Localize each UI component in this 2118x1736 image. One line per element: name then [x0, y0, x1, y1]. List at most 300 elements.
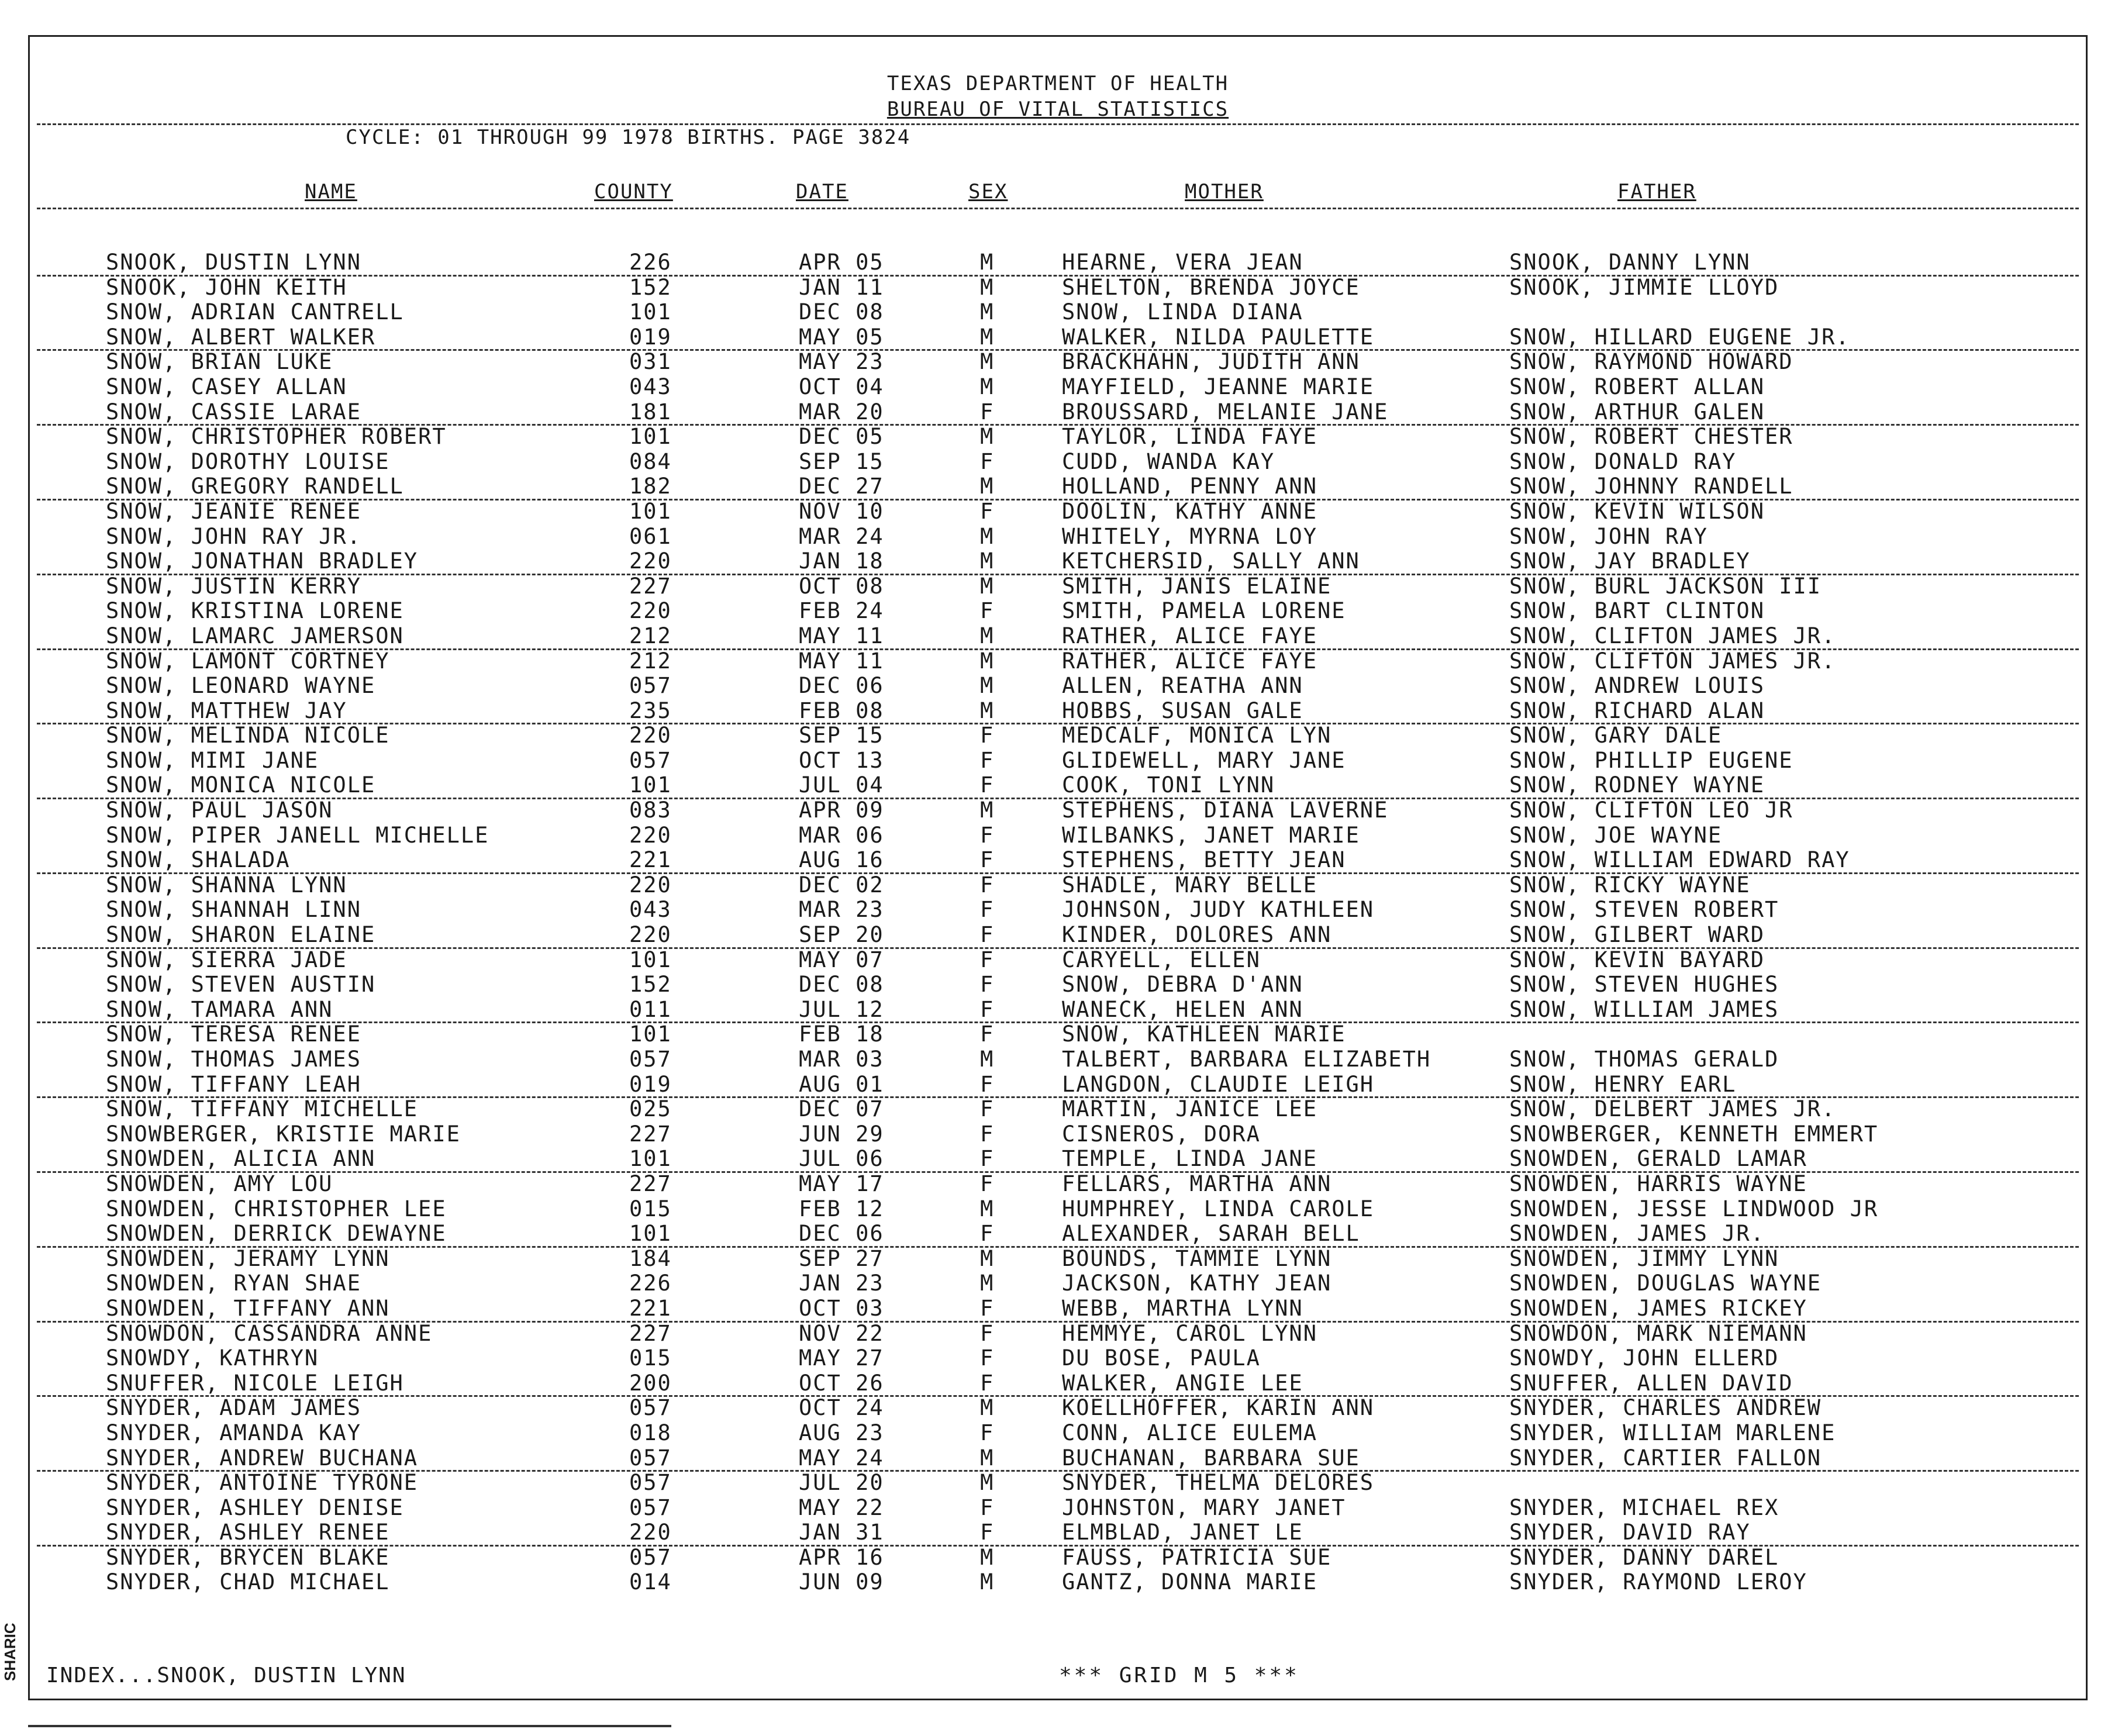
record-row — [30, 275, 2086, 301]
record-mother: CARYELL, ELLEN — [1062, 947, 1261, 972]
record-date: MAY 23 — [799, 349, 884, 375]
record-name: SNOW, SHALADA — [106, 847, 291, 873]
record-county: 226 — [629, 1271, 672, 1296]
record-sex: M — [980, 299, 995, 325]
record-father: SNYDER, DAVID RAY — [1509, 1520, 1751, 1545]
record-name: SNOW, KRISTINA LORENE — [106, 598, 404, 624]
record-county: 227 — [629, 573, 672, 599]
record-date: JUN 29 — [799, 1121, 884, 1147]
record-mother: SNYDER, THELMA DELORES — [1062, 1470, 1375, 1496]
record-row — [30, 649, 2086, 674]
record-county: 235 — [629, 698, 672, 723]
record-county: 101 — [629, 1146, 672, 1172]
record-county: 031 — [629, 349, 672, 375]
record-name: SNOW, MELINDA NICOLE — [106, 723, 390, 748]
record-father: SNOW, BURL JACKSON III — [1509, 573, 1822, 599]
record-county: 101 — [629, 424, 672, 450]
record-mother: WALKER, ANGIE LEE — [1062, 1370, 1303, 1396]
record-mother: WEBB, MARTHA LYNN — [1062, 1295, 1303, 1321]
record-row — [30, 300, 2086, 325]
record-name: SNOW, MONICA NICOLE — [106, 772, 376, 798]
record-father: SNOW, PHILLIP EUGENE — [1509, 747, 1793, 773]
record-father: SNOW, KEVIN WILSON — [1509, 498, 1765, 524]
record-date: NOV 10 — [799, 498, 884, 524]
record-county: 019 — [629, 324, 672, 350]
record-county: 221 — [629, 847, 672, 873]
record-name: SNOW, SIERRA JADE — [106, 947, 347, 972]
index-footer: INDEX...SNOOK, DUSTIN LYNN — [46, 1663, 406, 1687]
record-sex: M — [980, 798, 995, 823]
record-sex: M — [980, 1395, 995, 1421]
record-sex: F — [980, 1096, 995, 1122]
record-row — [30, 998, 2086, 1023]
record-name: SNYDER, CHAD MICHAEL — [106, 1569, 390, 1595]
record-date: JAN 31 — [799, 1520, 884, 1545]
record-mother: KOELLHOFFER, KARIN ANN — [1062, 1395, 1375, 1421]
agency-title: TEXAS DEPARTMENT OF HEALTH — [886, 72, 1229, 95]
record-mother: JOHNSTON, MARY JANET — [1062, 1495, 1346, 1520]
record-father: SNUFFER, ALLEN DAVID — [1509, 1370, 1793, 1396]
record-mother: STEPHENS, BETTY JEAN — [1062, 847, 1346, 873]
record-name: SNOW, TIFFANY LEAH — [106, 1071, 361, 1097]
record-date: JUL 06 — [799, 1146, 884, 1172]
record-mother: GANTZ, DONNA MARIE — [1062, 1569, 1317, 1595]
record-date: MAY 24 — [799, 1445, 884, 1471]
record-sex: M — [980, 523, 995, 549]
record-mother: GLIDEWELL, MARY JANE — [1062, 747, 1346, 773]
record-name: SNOWDEN, AMY LOU — [106, 1171, 333, 1196]
record-county: 226 — [629, 250, 672, 275]
record-father: SNOW, RODNEY WAYNE — [1509, 772, 1765, 798]
record-county: 043 — [629, 374, 672, 399]
record-sex: F — [980, 747, 995, 773]
record-name: SNOWDEN, RYAN SHAE — [106, 1271, 361, 1296]
record-date: DEC 08 — [799, 299, 884, 325]
record-row — [30, 1221, 2086, 1247]
record-mother: BRACKHAHN, JUDITH ANN — [1062, 349, 1360, 375]
record-mother: KINDER, DOLORES ANN — [1062, 922, 1332, 948]
record-father: SNOW, CLIFTON LEO JR — [1509, 798, 1793, 823]
record-row — [30, 1471, 2086, 1496]
record-mother: DOOLIN, KATHY ANNE — [1062, 498, 1317, 524]
record-county: 181 — [629, 399, 672, 424]
record-date: SEP 27 — [799, 1245, 884, 1271]
record-county: 220 — [629, 922, 672, 948]
record-father: SNOW, RAYMOND HOWARD — [1509, 349, 1793, 375]
record-sex: F — [980, 872, 995, 898]
record-row — [30, 1172, 2086, 1197]
record-sex: M — [980, 548, 995, 574]
record-mother: JOHNSON, JUDY KATHLEEN — [1062, 897, 1375, 923]
record-county: 152 — [629, 972, 672, 998]
record-sex: F — [980, 922, 995, 948]
record-county: 057 — [629, 1445, 672, 1471]
record-name: SNOW, JEANIE RENEE — [106, 498, 361, 524]
record-row — [30, 1296, 2086, 1321]
record-mother: ELMBLAD, JANET LE — [1062, 1520, 1303, 1545]
record-county: 220 — [629, 1520, 672, 1545]
record-mother: SNOW, LINDA DIANA — [1062, 299, 1303, 325]
record-sex: F — [980, 1420, 995, 1445]
document-frame — [28, 35, 2088, 1700]
record-county: 057 — [629, 1495, 672, 1520]
record-county: 057 — [629, 1395, 672, 1421]
record-date: MAY 11 — [799, 648, 884, 674]
record-date: FEB 24 — [799, 598, 884, 624]
record-county: 011 — [629, 996, 672, 1022]
record-name: SNOW, LAMONT CORTNEY — [106, 648, 390, 674]
record-date: APR 05 — [799, 250, 884, 275]
record-name: SNYDER, ASHLEY DENISE — [106, 1495, 404, 1520]
record-row — [30, 1271, 2086, 1296]
record-father: SNOW, CLIFTON JAMES JR. — [1509, 648, 1836, 674]
record-date: DEC 07 — [799, 1096, 884, 1122]
record-father: SNOW, THOMAS GERALD — [1509, 1047, 1779, 1072]
record-row — [30, 250, 2086, 275]
record-mother: HOBBS, SUSAN GALE — [1062, 698, 1303, 723]
record-mother: BUCHANAN, BARBARA SUE — [1062, 1445, 1360, 1471]
record-name: SNOW, DOROTHY LOUISE — [106, 448, 390, 474]
record-sex: F — [980, 723, 995, 748]
record-mother: CUDD, WANDA KAY — [1062, 448, 1275, 474]
record-date: MAY 27 — [799, 1345, 884, 1371]
record-mother: BOUNDS, TAMMIE LYNN — [1062, 1245, 1332, 1271]
record-row — [30, 898, 2086, 923]
record-county: 220 — [629, 548, 672, 574]
record-sex: M — [980, 274, 995, 300]
record-name: SNYDER, ANTOINE TYRONE — [106, 1470, 419, 1496]
record-father: SNOWDEN, JIMMY LYNN — [1509, 1245, 1779, 1271]
record-name: SNOW, ADRIAN CANTRELL — [106, 299, 404, 325]
record-mother: CISNEROS, DORA — [1062, 1121, 1261, 1147]
record-row — [30, 1545, 2086, 1571]
record-mother: STEPHENS, DIANA LAVERNE — [1062, 798, 1389, 823]
record-row — [30, 574, 2086, 599]
record-name: SNOW, CASSIE LARAE — [106, 399, 361, 424]
record-row — [30, 748, 2086, 774]
record-mother: RATHER, ALICE FAYE — [1062, 648, 1317, 674]
record-county: 212 — [629, 623, 672, 648]
record-date: MAY 05 — [799, 324, 884, 350]
record-name: SNOWDEN, DERRICK DEWAYNE — [106, 1221, 447, 1247]
bureau-title: BUREAU OF VITAL STATISTICS — [886, 98, 1229, 121]
record-row — [30, 1346, 2086, 1371]
record-date: DEC 05 — [799, 424, 884, 450]
record-name: SNOW, CASEY ALLAN — [106, 374, 347, 399]
record-name: SNOW, THOMAS JAMES — [106, 1047, 361, 1072]
record-county: 015 — [629, 1196, 672, 1221]
record-name: SNOW, ALBERT WALKER — [106, 324, 376, 350]
record-mother: LANGDON, CLAUDIE LEIGH — [1062, 1071, 1375, 1097]
record-county: 057 — [629, 673, 672, 699]
record-county: 152 — [629, 274, 672, 300]
record-county: 101 — [629, 772, 672, 798]
column-header-divider — [37, 208, 2079, 209]
record-father: SNOW, KEVIN BAYARD — [1509, 947, 1765, 972]
record-date: OCT 08 — [799, 573, 884, 599]
record-row — [30, 474, 2086, 499]
record-father: SNOW, ARTHUR GALEN — [1509, 399, 1765, 424]
record-date: JAN 11 — [799, 274, 884, 300]
record-father: SNOW, CLIFTON JAMES JR. — [1509, 623, 1836, 648]
record-row — [30, 823, 2086, 848]
record-date: MAR 24 — [799, 523, 884, 549]
record-sex: F — [980, 1295, 995, 1321]
record-father: SNOW, HILLARD EUGENE JR. — [1509, 324, 1850, 350]
record-name: SNOOK, DUSTIN LYNN — [106, 250, 361, 275]
record-father: SNOW, DELBERT JAMES JR. — [1509, 1096, 1836, 1122]
record-row — [30, 1097, 2086, 1122]
record-sex: F — [980, 598, 995, 624]
record-mother: SNOW, DEBRA D'ANN — [1062, 972, 1303, 998]
record-name: SNYDER, ASHLEY RENEE — [106, 1520, 390, 1545]
record-row — [30, 1371, 2086, 1396]
record-father: SNOOK, JIMMIE LLOYD — [1509, 274, 1779, 300]
record-row — [30, 873, 2086, 898]
record-county: 057 — [629, 1047, 672, 1072]
record-row — [30, 923, 2086, 948]
record-name: SNYDER, BRYCEN BLAKE — [106, 1544, 390, 1570]
record-sex: M — [980, 1544, 995, 1570]
record-name: SNYDER, ADAM JAMES — [106, 1395, 361, 1421]
record-mother: BROUSSARD, MELANIE JANE — [1062, 399, 1389, 424]
record-father: SNOWDEN, DOUGLAS WAYNE — [1509, 1271, 1822, 1296]
record-father: SNOWDEN, GERALD LAMAR — [1509, 1146, 1807, 1172]
record-sex: F — [980, 947, 995, 972]
record-sex: F — [980, 1370, 995, 1396]
record-sex: F — [980, 1121, 995, 1147]
record-name: SNOW, LEONARD WAYNE — [106, 673, 376, 699]
record-father: SNOOK, DANNY LYNN — [1509, 250, 1751, 275]
record-county: 061 — [629, 523, 672, 549]
record-sex: F — [980, 448, 995, 474]
record-row — [30, 699, 2086, 724]
record-date: AUG 01 — [799, 1071, 884, 1097]
record-date: JUL 20 — [799, 1470, 884, 1496]
record-county: 227 — [629, 1171, 672, 1196]
record-date: MAY 22 — [799, 1495, 884, 1520]
record-date: MAY 17 — [799, 1171, 884, 1196]
record-sex: M — [980, 1569, 995, 1595]
record-father: SNOWDEN, JAMES JR. — [1509, 1221, 1765, 1247]
record-sex: M — [980, 698, 995, 723]
record-county: 212 — [629, 648, 672, 674]
record-mother: HOLLAND, PENNY ANN — [1062, 474, 1317, 499]
record-father: SNOW, ROBERT CHESTER — [1509, 424, 1793, 450]
record-name: SNOWDEN, JERAMY LYNN — [106, 1245, 390, 1271]
record-mother: ALLEN, REATHA ANN — [1062, 673, 1303, 699]
record-name: SNOW, PAUL JASON — [106, 798, 333, 823]
record-sex: F — [980, 1320, 995, 1346]
record-county: 101 — [629, 299, 672, 325]
record-date: FEB 12 — [799, 1196, 884, 1221]
record-name: SNOW, MIMI JANE — [106, 747, 319, 773]
record-row — [30, 1147, 2086, 1172]
column-header-mother: MOTHER — [1185, 180, 1264, 203]
record-father: SNOWBERGER, KENNETH EMMERT — [1509, 1121, 1879, 1147]
record-county: 043 — [629, 897, 672, 923]
record-name: SNOW, PIPER JANELL MICHELLE — [106, 822, 489, 848]
record-sex: F — [980, 1520, 995, 1545]
record-mother: HUMPHREY, LINDA CAROLE — [1062, 1196, 1375, 1221]
record-sex: M — [980, 623, 995, 648]
record-row — [30, 848, 2086, 873]
record-name: SNOW, BRIAN LUKE — [106, 349, 333, 375]
record-county: 101 — [629, 1021, 672, 1047]
record-county: 019 — [629, 1071, 672, 1097]
record-row — [30, 1520, 2086, 1545]
record-sex: F — [980, 822, 995, 848]
record-mother: TALBERT, BARBARA ELIZABETH — [1062, 1047, 1431, 1072]
record-row — [30, 549, 2086, 574]
record-row — [30, 674, 2086, 699]
record-county: 221 — [629, 1295, 672, 1321]
record-sex: M — [980, 250, 995, 275]
record-father: SNYDER, DANNY DAREL — [1509, 1544, 1779, 1570]
record-name: SNOW, LAMARC JAMERSON — [106, 623, 404, 648]
record-name: SNYDER, ANDREW BUCHANA — [106, 1445, 419, 1471]
record-date: OCT 03 — [799, 1295, 884, 1321]
record-name: SNOWDON, CASSANDRA ANNE — [106, 1320, 433, 1346]
record-mother: RATHER, ALICE FAYE — [1062, 623, 1317, 648]
record-sex: M — [980, 1196, 995, 1221]
record-father: SNYDER, CHARLES ANDREW — [1509, 1395, 1822, 1421]
record-row — [30, 599, 2086, 624]
record-name: SNOWDEN, TIFFANY ANN — [106, 1295, 390, 1321]
record-row — [30, 499, 2086, 524]
record-father: SNOW, JOHNNY RANDELL — [1509, 474, 1793, 499]
record-sex: M — [980, 474, 995, 499]
column-header-name: NAME — [305, 180, 357, 203]
record-sex: M — [980, 1245, 995, 1271]
record-father: SNOWDEN, HARRIS WAYNE — [1509, 1171, 1807, 1196]
record-row — [30, 798, 2086, 823]
record-name: SNOW, SHANNAH LINN — [106, 897, 361, 923]
record-county: 220 — [629, 872, 672, 898]
record-name: SNOOK, JOHN KEITH — [106, 274, 347, 300]
record-row — [30, 1247, 2086, 1272]
record-row — [30, 400, 2086, 425]
record-sex: M — [980, 374, 995, 399]
grid-footer: *** GRID M 5 *** — [1059, 1663, 1299, 1687]
record-name: SNOW, MATTHEW JAY — [106, 698, 347, 723]
record-mother: CONN, ALICE EULEMA — [1062, 1420, 1317, 1445]
record-sex: M — [980, 349, 995, 375]
record-father: SNOW, GILBERT WARD — [1509, 922, 1765, 948]
record-row — [30, 1321, 2086, 1347]
record-name: SNOWDY, KATHRYN — [106, 1345, 319, 1371]
record-name: SNOW, SHANNA LYNN — [106, 872, 347, 898]
record-row — [30, 1072, 2086, 1097]
record-father: SNOW, ANDREW LOUIS — [1509, 673, 1765, 699]
record-date: DEC 08 — [799, 972, 884, 998]
record-date: MAY 07 — [799, 947, 884, 972]
record-sex: F — [980, 498, 995, 524]
record-county: 084 — [629, 448, 672, 474]
record-county: 101 — [629, 498, 672, 524]
record-row — [30, 1570, 2086, 1595]
record-row — [30, 624, 2086, 649]
record-father: SNOW, GARY DALE — [1509, 723, 1723, 748]
record-sex: F — [980, 1171, 995, 1196]
record-county: 083 — [629, 798, 672, 823]
record-date: JUL 12 — [799, 996, 884, 1022]
record-sex: F — [980, 1071, 995, 1097]
record-date: JUN 09 — [799, 1569, 884, 1595]
column-header-father: FATHER — [1617, 180, 1696, 203]
record-sex: F — [980, 1021, 995, 1047]
record-name: SNOW, TIFFANY MICHELLE — [106, 1096, 419, 1122]
record-father: SNOW, ROBERT ALLAN — [1509, 374, 1765, 399]
record-date: SEP 20 — [799, 922, 884, 948]
column-header-date: DATE — [796, 180, 848, 203]
record-date: FEB 08 — [799, 698, 884, 723]
record-row — [30, 1122, 2086, 1147]
record-father: SNOW, STEVEN ROBERT — [1509, 897, 1779, 923]
record-mother: MAYFIELD, JEANNE MARIE — [1062, 374, 1375, 399]
record-date: OCT 26 — [799, 1370, 884, 1396]
record-date: JAN 18 — [799, 548, 884, 574]
record-mother: MEDCALF, MONICA LYN — [1062, 723, 1332, 748]
record-father: SNYDER, MICHAEL REX — [1509, 1495, 1779, 1520]
record-mother: SMITH, JANIS ELAINE — [1062, 573, 1332, 599]
record-father: SNOW, WILLIAM JAMES — [1509, 996, 1779, 1022]
record-county: 220 — [629, 723, 672, 748]
record-father: SNOW, RICHARD ALAN — [1509, 698, 1765, 723]
record-sex: F — [980, 772, 995, 798]
record-date: DEC 02 — [799, 872, 884, 898]
bottom-rule — [28, 1725, 671, 1727]
record-date: DEC 27 — [799, 474, 884, 499]
record-row — [30, 350, 2086, 375]
record-date: SEP 15 — [799, 448, 884, 474]
record-sex: F — [980, 996, 995, 1022]
record-county: 200 — [629, 1370, 672, 1396]
record-mother: SNOW, KATHLEEN MARIE — [1062, 1021, 1346, 1047]
record-father: SNOW, BART CLINTON — [1509, 598, 1765, 624]
record-mother: SHELTON, BRENDA JOYCE — [1062, 274, 1360, 300]
record-name: SNOW, CHRISTOPHER ROBERT — [106, 424, 447, 450]
record-mother: DU BOSE, PAULA — [1062, 1345, 1261, 1371]
record-row — [30, 1496, 2086, 1521]
record-date: MAY 11 — [799, 623, 884, 648]
record-father: SNOWDON, MARK NIEMANN — [1509, 1320, 1807, 1346]
record-row — [30, 450, 2086, 475]
record-father: SNOW, JAY BRADLEY — [1509, 548, 1751, 574]
record-county: 220 — [629, 822, 672, 848]
record-sex: M — [980, 673, 995, 699]
record-sex: M — [980, 424, 995, 450]
record-sex: M — [980, 648, 995, 674]
record-father: SNOW, STEVEN HUGHES — [1509, 972, 1779, 998]
record-row — [30, 1446, 2086, 1471]
record-father: SNOW, JOHN RAY — [1509, 523, 1708, 549]
record-row — [30, 1421, 2086, 1446]
record-row — [30, 1022, 2086, 1047]
record-date: JUL 04 — [799, 772, 884, 798]
record-name: SNOW, JOHN RAY JR. — [106, 523, 361, 549]
record-date: OCT 13 — [799, 747, 884, 773]
record-name: SNOW, SHARON ELAINE — [106, 922, 376, 948]
record-county: 182 — [629, 474, 672, 499]
column-header-county: COUNTY — [594, 180, 673, 203]
record-father: SNOWDEN, JESSE LINDWOOD JR — [1509, 1196, 1879, 1221]
record-name: SNOW, TAMARA ANN — [106, 996, 333, 1022]
record-father: SNOWDEN, JAMES RICKEY — [1509, 1295, 1807, 1321]
record-date: APR 16 — [799, 1544, 884, 1570]
record-sex: F — [980, 972, 995, 998]
record-name: SNOWDEN, ALICIA ANN — [106, 1146, 376, 1172]
